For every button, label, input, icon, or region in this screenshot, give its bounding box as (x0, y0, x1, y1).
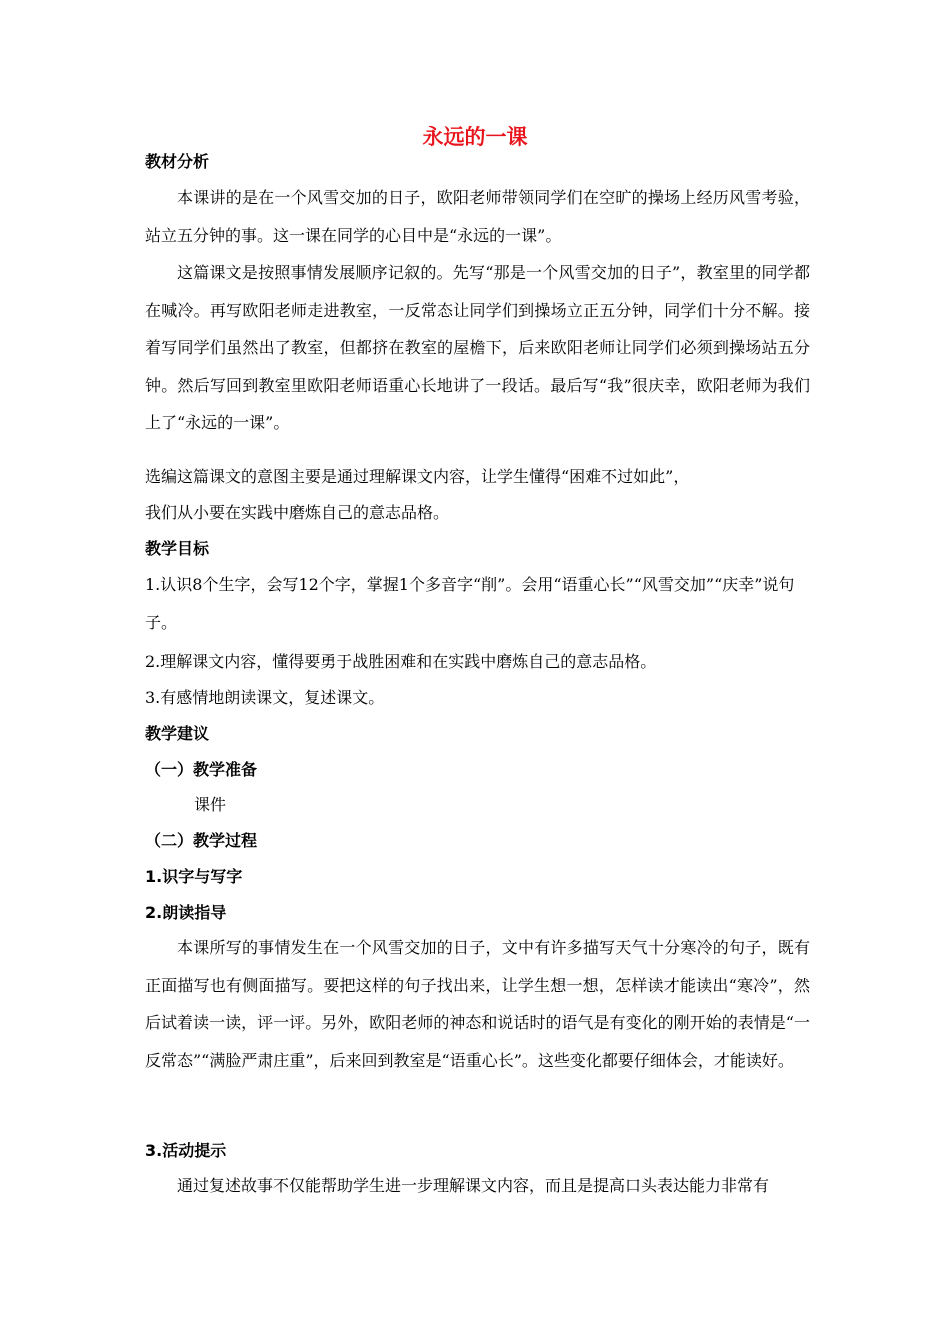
analysis-paragraph-3b: 我们从小要在实践中磨炼自己的意志品格。 (145, 503, 450, 522)
section-heading-analysis: 教材分析 (145, 152, 210, 171)
step-heading-3: 3.活动提示 (145, 1141, 227, 1160)
document-title: 永远的一课 (422, 125, 528, 149)
analysis-paragraph-1: 本课讲的是在一个风雪交加的日子，欧阳老师带领同学们在空旷的操场上经历风雪考验，站立五分钟的事。这一课在同学的心目中是“永远的一课”。 (145, 188, 810, 245)
analysis-paragraph-3a: 选编这篇课文的意图主要是通过理解课文内容，让学生懂得“困难不过如此”， (145, 467, 690, 486)
preparation-text: 课件 (194, 795, 227, 814)
subheading-preparation: （一）教学准备 (145, 760, 258, 779)
subheading-process: （二）教学过程 (145, 831, 258, 850)
section-heading-suggestions: 教学建议 (145, 724, 210, 743)
section-heading-goals: 教学目标 (145, 539, 210, 558)
goal-item-2: 2.理解课文内容，懂得要勇于战胜困难和在实践中磨炼自己的意志品格。 (145, 652, 657, 671)
step-3-paragraph: 通过复述故事不仅能帮助学生进一步理解课文内容，而且是提高口头表达能力非常有 (177, 1176, 770, 1195)
step-2-paragraph: 本课所写的事情发生在一个风雪交加的日子，文中有许多描写天气十分寒冷的句子，既有正面描写也有侧面描写。要把这样的句子找出来，让学生想一想，怎样读才能读出“寒冷”，然后试着读一读，评一评。另外，欧阳老师的神态和说话时的语气是有变化的刚开始的表情是“一反常态”“满脸严肃庄重”，后来回到教室是“语重心长”。这些变化都要仔细体会，才能读好。 (145, 938, 810, 1070)
goal-item-1: 1.认识8个生字，会写12个字，掌握1个多音字“削”。会用“语重心长”“风雪交加”“庆幸”说句子。 (145, 575, 795, 632)
step-heading-1: 1.识字与写字 (145, 867, 243, 886)
step-heading-2: 2.朗读指导 (145, 903, 227, 922)
analysis-paragraph-2: 这篇课文是按照事情发展顺序记叙的。先写“那是一个风雪交加的日子”，教室里的同学都在喊冷。再写欧阳老师走进教室，一反常态让同学们到操场立正五分钟，同学们十分不解。接着写同学们虽然出了教室，但都挤在教室的屋檐下，后来欧阳老师让同学们必须到操场站五分钟。然后写回到教室里欧阳老师语重心长地讲了一段话。最后写“我”很庆幸，欧阳老师为我们上了“永远的一课”。 (145, 263, 810, 432)
goal-item-3: 3.有感情地朗读课文，复述课文。 (145, 688, 385, 707)
